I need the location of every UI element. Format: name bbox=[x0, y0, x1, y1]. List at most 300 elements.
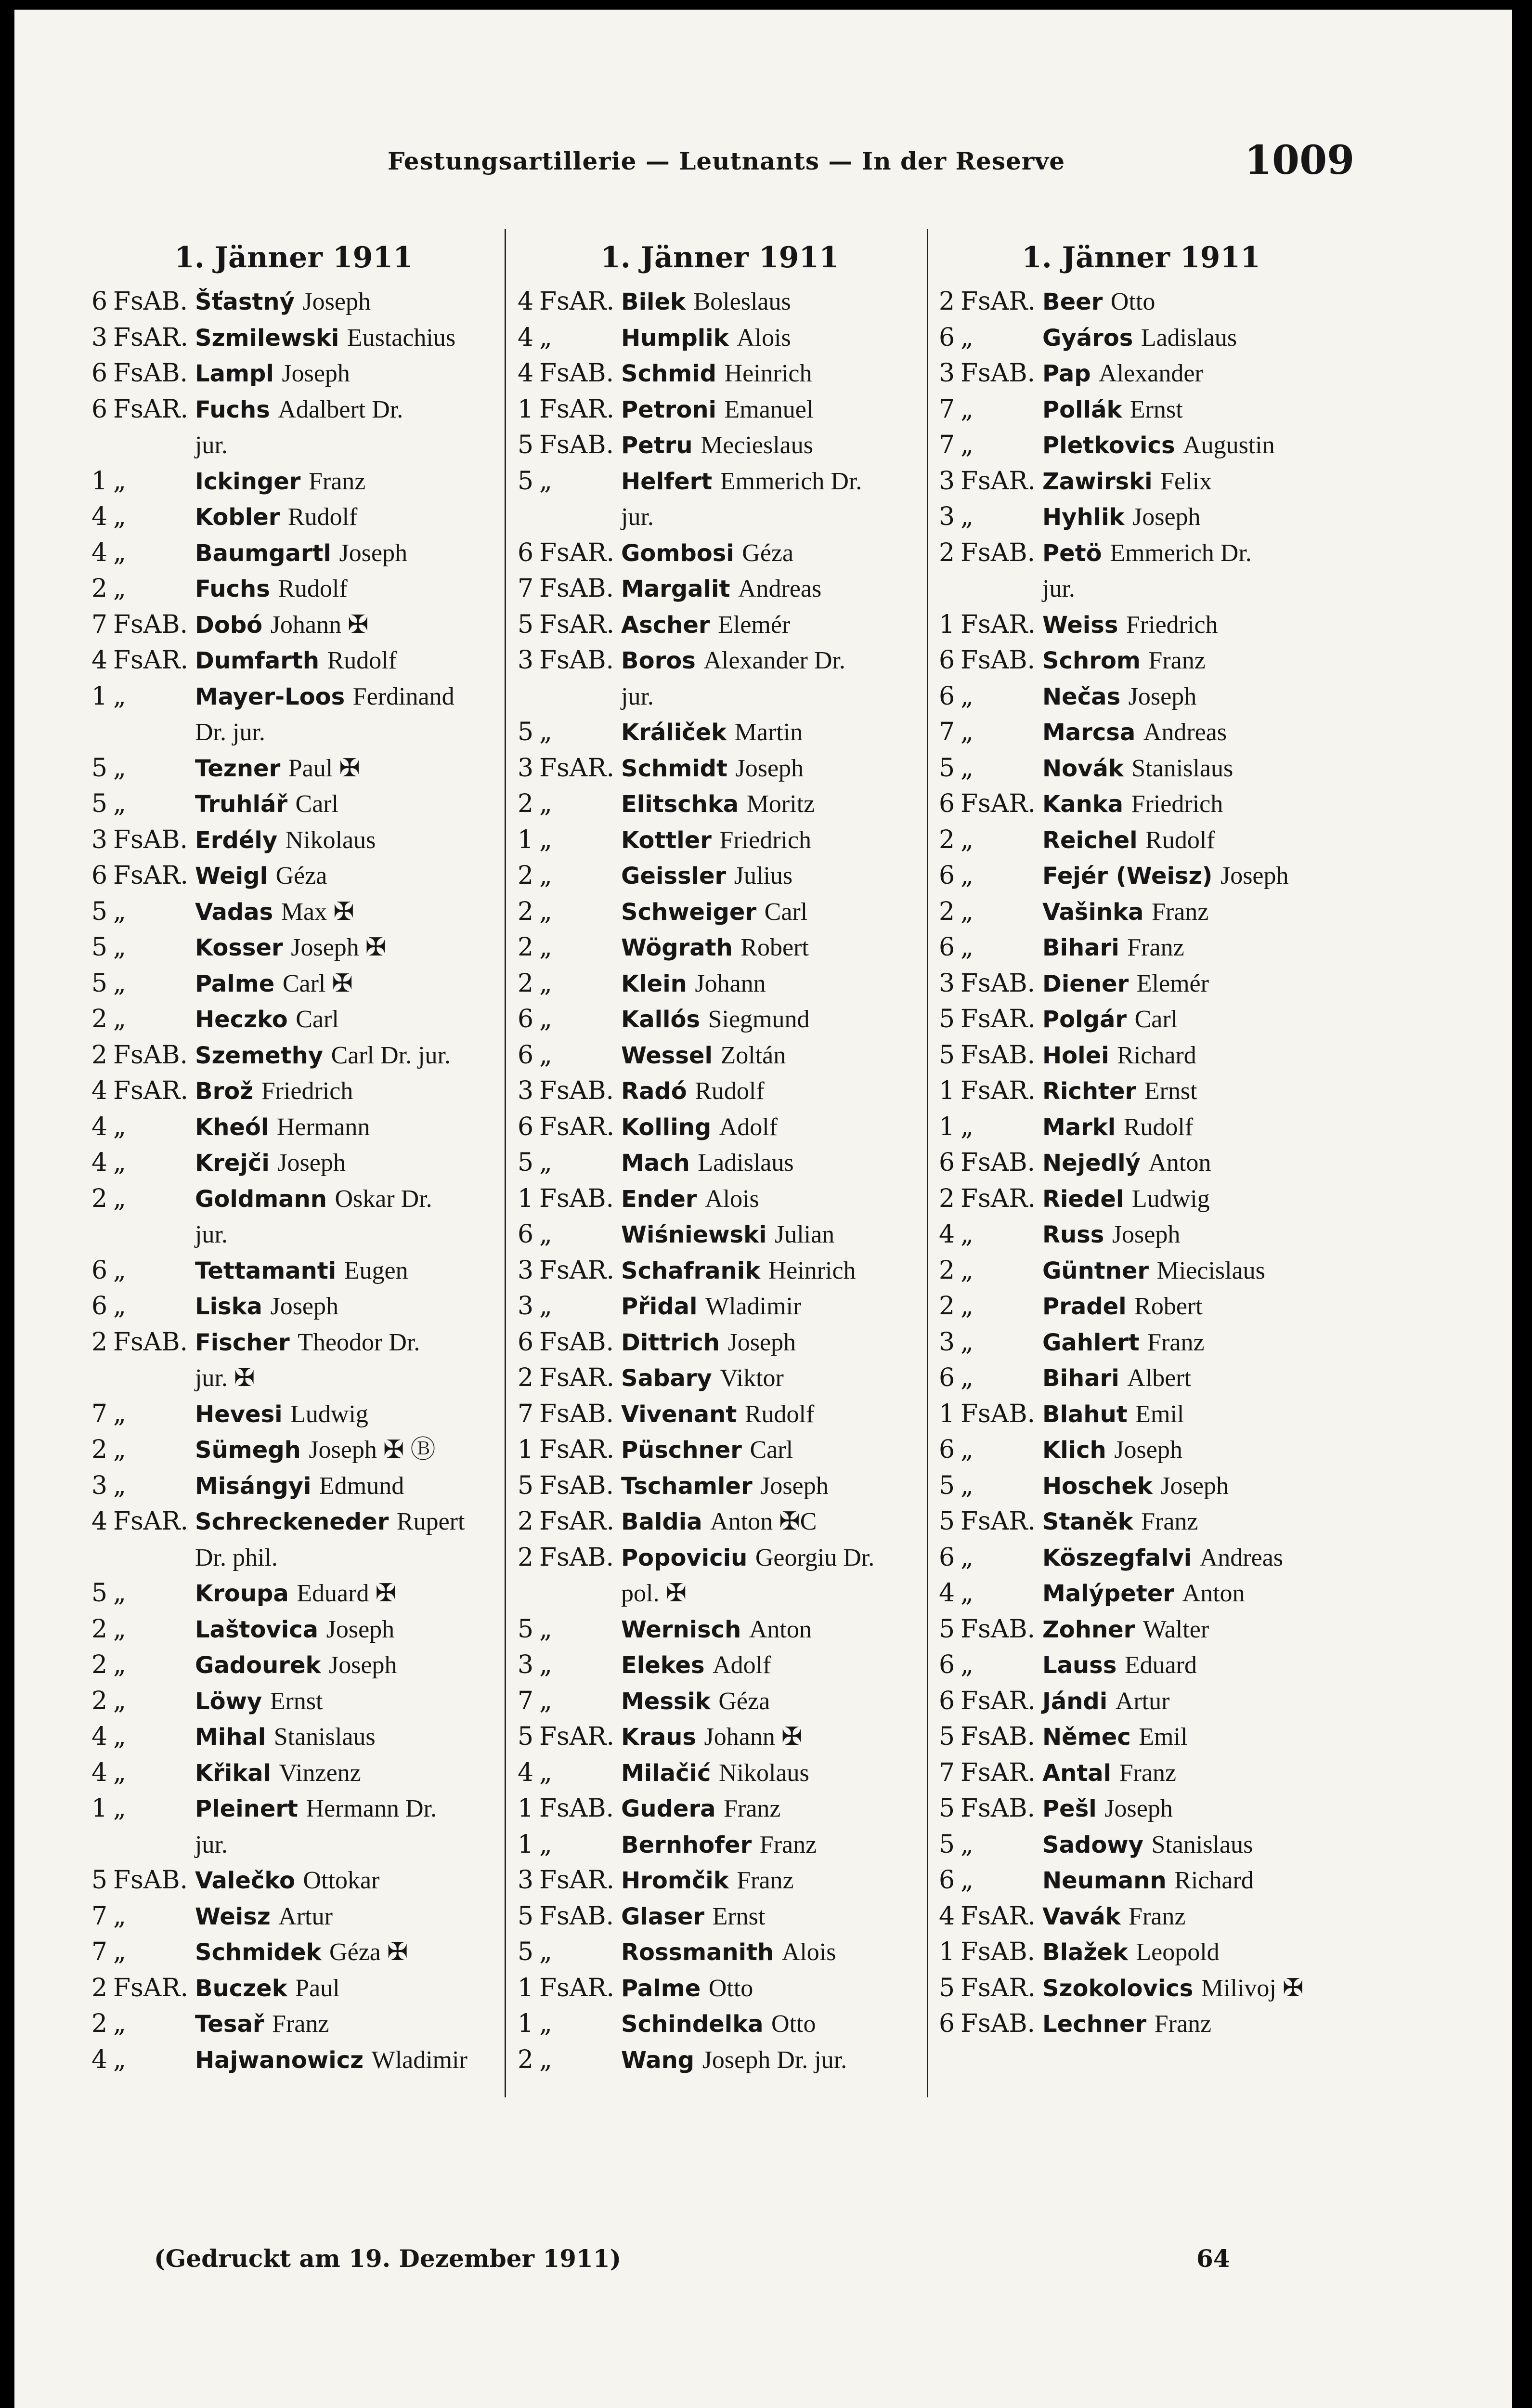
list-item bbox=[91, 571, 496, 607]
entry-unit: FsAR. bbox=[961, 1901, 1036, 1931]
list-item bbox=[91, 464, 496, 500]
sheet-number: 64 bbox=[1196, 2244, 1230, 2273]
list-item bbox=[939, 571, 1343, 607]
entry-num: 5 bbox=[518, 1614, 534, 1644]
list-item bbox=[518, 571, 922, 607]
entry-given: Anton ✠C bbox=[710, 1508, 817, 1535]
document-page bbox=[14, 10, 1512, 2408]
entry-given: Artur bbox=[278, 1902, 333, 1930]
entry-unit: FsAR. bbox=[961, 1973, 1036, 2002]
entry-num: 3 bbox=[518, 646, 534, 675]
entry-name: Margalit bbox=[621, 576, 730, 602]
entry-name: Petö bbox=[1042, 539, 1102, 567]
entry-unit: „ bbox=[113, 466, 126, 496]
entry-unit: FsAR. bbox=[113, 646, 188, 675]
entry-name: Ickinger bbox=[195, 468, 301, 495]
entry-name: Markl bbox=[1042, 1113, 1116, 1141]
entry-unit: „ bbox=[539, 861, 552, 890]
entry-unit: „ bbox=[539, 933, 552, 962]
list-item bbox=[518, 1002, 922, 1038]
entry-num: 3 bbox=[518, 1292, 534, 1321]
entry-given: Joseph bbox=[302, 288, 371, 315]
entry-name: Marcsa bbox=[1042, 719, 1136, 746]
entry-unit: FsAB. bbox=[539, 359, 614, 388]
entry-num: 7 bbox=[91, 1901, 108, 1931]
entry-unit: FsAB. bbox=[539, 1327, 614, 1357]
entry-num: 5 bbox=[939, 1471, 955, 1500]
entry-num: 3 bbox=[518, 1650, 534, 1679]
entry-given: Paul bbox=[295, 1974, 340, 2002]
list-item bbox=[939, 894, 1343, 930]
entry-name: Milačić bbox=[621, 1759, 711, 1787]
entry-given: Moritz bbox=[746, 790, 815, 818]
entry-unit: FsAR. bbox=[961, 1184, 1036, 1213]
list-item bbox=[518, 1971, 922, 2007]
entry-given: Wladimir bbox=[705, 1293, 802, 1320]
entry-num: 2 bbox=[939, 825, 955, 854]
entry-num: 6 bbox=[91, 1292, 108, 1321]
list-item bbox=[518, 1253, 922, 1289]
entry-name: Tschamler bbox=[621, 1472, 753, 1500]
entry-name: Polgár bbox=[1042, 1006, 1127, 1033]
entry-num: 4 bbox=[91, 538, 108, 567]
entry-num: 6 bbox=[518, 1005, 534, 1034]
entry-unit: FsAB. bbox=[113, 287, 188, 316]
entry-name: Mihal bbox=[195, 1724, 266, 1751]
entry-unit: „ bbox=[113, 1650, 126, 1679]
entry-num: 6 bbox=[939, 1148, 955, 1177]
entry-num: 2 bbox=[518, 1363, 534, 1392]
column-1 bbox=[91, 236, 496, 2078]
entry-unit: „ bbox=[961, 897, 974, 926]
entry-given: Siegmund bbox=[708, 1006, 810, 1033]
entry-unit: FsAR. bbox=[961, 789, 1036, 818]
entry-num: 5 bbox=[518, 1722, 534, 1751]
list-item bbox=[939, 1971, 1343, 2007]
entry-num: 2 bbox=[939, 1184, 955, 1213]
entry-unit: FsAB. bbox=[539, 1076, 614, 1105]
entry-num: 1 bbox=[939, 1399, 955, 1428]
column-divider bbox=[505, 229, 506, 2097]
entry-name: Ender bbox=[621, 1185, 697, 1213]
entry-unit: FsAR. bbox=[113, 1076, 188, 1105]
entry-given: Joseph bbox=[1160, 1472, 1229, 1500]
entry-given: Alois bbox=[781, 1938, 836, 1966]
entry-given: Wladimir bbox=[371, 2046, 467, 2074]
entry-num: 6 bbox=[518, 1220, 534, 1249]
entry-unit: FsAB. bbox=[113, 825, 188, 854]
entry-name: Heczko bbox=[195, 1006, 288, 1033]
list-item bbox=[91, 1971, 496, 2007]
entry-name: Hevesi bbox=[195, 1400, 283, 1428]
entry-unit: FsAB. bbox=[961, 1794, 1036, 1823]
entry-unit: „ bbox=[961, 394, 974, 424]
list-item bbox=[91, 1002, 496, 1038]
entry-given: Géza bbox=[275, 862, 327, 890]
entry-num: 5 bbox=[91, 753, 108, 783]
entry-unit: „ bbox=[961, 431, 974, 459]
entry-num: 3 bbox=[939, 466, 955, 496]
entry-given: Franz bbox=[1147, 1328, 1205, 1356]
entry-num: 7 bbox=[518, 1686, 534, 1715]
entry-given: Albert bbox=[1127, 1364, 1192, 1392]
list-item bbox=[518, 1110, 922, 1146]
entry-num: 5 bbox=[939, 1614, 955, 1644]
entry-unit: FsAB. bbox=[961, 1937, 1036, 1966]
entry-given: Joseph bbox=[735, 754, 804, 782]
entry-given: Julius bbox=[734, 862, 793, 890]
entry-given: Ladislaus bbox=[1141, 324, 1237, 352]
entry-num: 3 bbox=[518, 1866, 534, 1895]
entry-name: Staněk bbox=[1042, 1508, 1133, 1535]
entry-given: Emil bbox=[1139, 1723, 1188, 1751]
entry-given: Artur bbox=[1115, 1687, 1170, 1715]
entry-num: 4 bbox=[91, 646, 108, 675]
entry-num: 5 bbox=[91, 1866, 108, 1895]
entry-name: Brož bbox=[195, 1078, 254, 1105]
entry-given: Stanislaus bbox=[1131, 754, 1233, 782]
list-item bbox=[91, 930, 496, 966]
entry-num: 6 bbox=[939, 1686, 955, 1715]
list-item bbox=[91, 1110, 496, 1146]
entry-given: Adalbert Dr. bbox=[278, 395, 403, 423]
entry-name: Novák bbox=[1042, 755, 1124, 782]
entry-num: 7 bbox=[939, 431, 955, 459]
entry-num: 2 bbox=[939, 1256, 955, 1285]
entry-given: Emmerich Dr. bbox=[1110, 539, 1252, 567]
entry-given: Adolf bbox=[719, 1113, 778, 1141]
entry-unit: „ bbox=[113, 1184, 126, 1213]
entry-unit: „ bbox=[113, 933, 126, 962]
entry-unit: „ bbox=[961, 933, 974, 962]
entry-name: Kottler bbox=[621, 826, 712, 854]
entry-unit: FsAB. bbox=[113, 1327, 188, 1357]
entry-given: Eduard ✠ bbox=[297, 1580, 397, 1607]
entry-name: Nečas bbox=[1042, 683, 1121, 710]
entry-name: Lauss bbox=[1042, 1652, 1117, 1679]
list-item bbox=[939, 1755, 1343, 1792]
entry-given: Anton bbox=[749, 1615, 812, 1643]
list-item bbox=[939, 1397, 1343, 1433]
entry-num: 5 bbox=[939, 1040, 955, 1070]
entry-num: 2 bbox=[518, 968, 534, 998]
entry-unit: FsAB. bbox=[113, 610, 188, 639]
entry-given: Joseph bbox=[282, 360, 350, 387]
list-item bbox=[91, 1504, 496, 1540]
entry-given: Zoltán bbox=[720, 1041, 786, 1069]
entry-given: Rudolf bbox=[278, 575, 348, 602]
list-item bbox=[518, 464, 922, 500]
entry-num: 5 bbox=[518, 1937, 534, 1966]
entry-unit: „ bbox=[113, 1686, 126, 1715]
entry-given: Alexander Dr. bbox=[703, 647, 845, 674]
entry-unit: FsAB. bbox=[961, 1722, 1036, 1751]
entry-num: 6 bbox=[939, 789, 955, 818]
entry-name: Laštovica bbox=[195, 1616, 319, 1643]
entry-given: Theodor Dr. bbox=[298, 1328, 420, 1356]
entry-unit: „ bbox=[113, 2009, 126, 2038]
entry-num: 2 bbox=[91, 574, 108, 603]
entry-num: 1 bbox=[518, 825, 534, 854]
entry-unit: „ bbox=[961, 1543, 974, 1572]
entry-name: Wernisch bbox=[621, 1616, 741, 1643]
list-item bbox=[91, 1038, 496, 1074]
list-item bbox=[518, 1217, 922, 1253]
list-item bbox=[91, 2042, 496, 2079]
entry-name: Beer bbox=[1042, 288, 1103, 315]
entry-unit: FsAB. bbox=[539, 1184, 614, 1213]
entry-unit: „ bbox=[961, 1327, 974, 1357]
entry-given: Eduard bbox=[1124, 1651, 1197, 1679]
entry-name: Antal bbox=[1042, 1759, 1112, 1787]
entry-given: Ferdinand bbox=[352, 682, 454, 710]
entry-given: Franz bbox=[1119, 1759, 1177, 1787]
entry-given: Ludwig bbox=[290, 1400, 368, 1428]
entry-unit: FsAB. bbox=[539, 646, 614, 675]
entry-given: Géza bbox=[718, 1687, 770, 1715]
entry-unit: „ bbox=[961, 1220, 974, 1249]
entry-given: Joseph bbox=[760, 1472, 829, 1500]
entry-given: pol. ✠ bbox=[621, 1580, 687, 1607]
entry-given: Mecieslaus bbox=[701, 432, 813, 459]
list-item bbox=[939, 1325, 1343, 1361]
entry-unit: „ bbox=[539, 323, 552, 352]
entry-given: Anton bbox=[1182, 1580, 1245, 1607]
entry-num: 5 bbox=[91, 933, 108, 962]
list-item bbox=[939, 320, 1343, 356]
list-item bbox=[518, 607, 922, 643]
entry-name: Pešl bbox=[1042, 1795, 1097, 1822]
entry-name: Dumfarth bbox=[195, 647, 320, 674]
list-item bbox=[518, 679, 922, 715]
entry-name: Pollák bbox=[1042, 396, 1122, 423]
entry-unit: „ bbox=[113, 502, 126, 531]
entry-unit: „ bbox=[961, 1830, 974, 1859]
list-item bbox=[518, 1432, 922, 1468]
list-item bbox=[939, 1719, 1343, 1755]
entry-name: Ascher bbox=[621, 611, 710, 639]
entry-name: Diener bbox=[1042, 970, 1129, 997]
entry-given: Richard bbox=[1174, 1867, 1254, 1894]
entry-unit: „ bbox=[539, 825, 552, 854]
list-item bbox=[91, 894, 496, 930]
entry-given: Friedrich bbox=[1131, 790, 1223, 818]
entry-list bbox=[939, 284, 1343, 2042]
entry-num: 6 bbox=[91, 359, 108, 388]
entry-unit: FsAR. bbox=[113, 394, 188, 424]
list-item bbox=[91, 392, 496, 428]
list-item bbox=[91, 1648, 496, 1684]
entry-unit: „ bbox=[961, 1112, 974, 1141]
entry-unit: „ bbox=[539, 789, 552, 818]
entry-name: Fuchs bbox=[195, 576, 270, 602]
entry-num: 5 bbox=[939, 1794, 955, 1823]
list-item bbox=[91, 1935, 496, 1971]
entry-name: Dittrich bbox=[621, 1329, 720, 1356]
entry-given: Milivoj ✠ bbox=[1201, 1974, 1304, 2002]
entry-unit: FsAR. bbox=[539, 753, 614, 783]
entry-num: 5 bbox=[939, 753, 955, 783]
entry-given: Joseph bbox=[1112, 1221, 1181, 1248]
entry-unit: FsAR. bbox=[539, 1722, 614, 1751]
entry-given: Andreas bbox=[1143, 719, 1227, 746]
list-item bbox=[91, 1540, 496, 1576]
list-item bbox=[518, 1935, 922, 1971]
list-item bbox=[939, 1827, 1343, 1863]
entry-given: Rudolf bbox=[287, 503, 358, 531]
entry-given: Robert bbox=[1134, 1293, 1203, 1320]
entry-name: Neumann bbox=[1042, 1867, 1167, 1894]
entry-given: Emil bbox=[1135, 1400, 1184, 1428]
page-number: 1009 bbox=[1245, 137, 1355, 183]
entry-num: 2 bbox=[91, 2009, 108, 2038]
list-item bbox=[939, 356, 1343, 392]
entry-name: Gombosi bbox=[621, 539, 734, 567]
entry-num: 6 bbox=[939, 1435, 955, 1464]
entry-given: Friedrich bbox=[719, 826, 812, 854]
entry-unit: FsAB. bbox=[539, 1901, 614, 1931]
entry-unit: FsAR. bbox=[539, 1112, 614, 1141]
entry-unit: FsAR. bbox=[113, 1507, 188, 1536]
entry-unit: „ bbox=[961, 1363, 974, 1392]
entry-name: Truhlář bbox=[195, 791, 287, 818]
entry-unit: „ bbox=[113, 1722, 126, 1751]
entry-unit: FsAB. bbox=[113, 1866, 188, 1895]
list-item bbox=[518, 1576, 922, 1612]
entry-unit: „ bbox=[113, 753, 126, 783]
entry-num: 4 bbox=[91, 1148, 108, 1177]
entry-name: Sümegh bbox=[195, 1437, 301, 1464]
entry-given: Anton bbox=[1148, 1149, 1211, 1177]
entry-name: Schweiger bbox=[621, 898, 757, 926]
entry-name: Dobó bbox=[195, 611, 263, 639]
entry-unit: „ bbox=[961, 1435, 974, 1464]
entry-unit: „ bbox=[539, 718, 552, 746]
list-item bbox=[518, 1719, 922, 1755]
entry-num: 2 bbox=[91, 1327, 108, 1357]
list-item bbox=[91, 679, 496, 715]
entry-name: Humplik bbox=[621, 324, 729, 352]
list-item bbox=[939, 1540, 1343, 1576]
entry-unit: „ bbox=[113, 1148, 126, 1177]
list-item bbox=[518, 1504, 922, 1540]
entry-num: 7 bbox=[939, 394, 955, 424]
entry-unit: „ bbox=[539, 897, 552, 926]
page-header bbox=[14, 137, 1512, 195]
entry-given: Franz bbox=[1151, 898, 1209, 926]
list-item bbox=[91, 786, 496, 823]
list-item bbox=[939, 464, 1343, 500]
entry-given: Stanislaus bbox=[273, 1723, 376, 1751]
entry-name: Elekes bbox=[621, 1652, 705, 1679]
entry-num: 6 bbox=[939, 861, 955, 890]
entry-unit: FsAB. bbox=[961, 538, 1036, 567]
entry-unit: „ bbox=[113, 1794, 126, 1823]
column-3 bbox=[939, 236, 1343, 2042]
entry-unit: „ bbox=[113, 1758, 126, 1787]
entry-name: Gadourek bbox=[195, 1652, 321, 1679]
entry-num: 3 bbox=[939, 968, 955, 998]
entry-unit: FsAR. bbox=[539, 1363, 614, 1392]
entry-num: 6 bbox=[518, 1112, 534, 1141]
entry-given: Rudolf bbox=[327, 647, 397, 674]
entry-num: 4 bbox=[91, 1507, 108, 1536]
entry-name: Weigl bbox=[195, 863, 268, 890]
entry-name: Szokolovics bbox=[1042, 1975, 1194, 2002]
entry-unit: „ bbox=[113, 1112, 126, 1141]
entry-name: Tettamanti bbox=[195, 1257, 337, 1284]
entry-given: Elemér bbox=[1136, 969, 1209, 997]
list-item bbox=[939, 536, 1343, 572]
entry-name: Sabary bbox=[621, 1365, 712, 1392]
entry-name: Blahut bbox=[1042, 1400, 1128, 1428]
list-item bbox=[518, 1755, 922, 1792]
entry-name: Goldmann bbox=[195, 1185, 327, 1213]
entry-given: Alexander bbox=[1099, 360, 1203, 387]
entry-given: jur. bbox=[195, 1831, 228, 1858]
entry-name: Messik bbox=[621, 1688, 711, 1715]
entry-unit: „ bbox=[961, 825, 974, 854]
entry-unit: „ bbox=[961, 1650, 974, 1679]
entry-name: Petroni bbox=[621, 396, 716, 423]
entry-given: Joseph bbox=[339, 539, 408, 567]
entry-given: Vinzenz bbox=[279, 1759, 361, 1787]
entry-given: Georgiu Dr. bbox=[755, 1544, 875, 1571]
entry-name: Gahlert bbox=[1042, 1329, 1140, 1356]
entry-unit: FsAR. bbox=[539, 394, 614, 424]
entry-num: 4 bbox=[91, 1722, 108, 1751]
entry-name: Vašinka bbox=[1042, 898, 1144, 926]
entry-name: Weiss bbox=[1042, 611, 1118, 639]
entry-unit: „ bbox=[113, 1005, 126, 1034]
entry-given: Ladislaus bbox=[698, 1149, 794, 1177]
entry-num: 5 bbox=[939, 1722, 955, 1751]
entry-given: Joseph bbox=[1104, 1795, 1173, 1822]
entry-given: Boleslaus bbox=[693, 288, 791, 315]
entry-num: 4 bbox=[91, 1076, 108, 1105]
entry-unit: „ bbox=[539, 1758, 552, 1787]
list-item bbox=[91, 1827, 496, 1863]
entry-given: Franz bbox=[1141, 1508, 1198, 1535]
list-item bbox=[91, 1181, 496, 1217]
entry-given: Stanislaus bbox=[1151, 1831, 1253, 1858]
entry-num: 6 bbox=[939, 646, 955, 675]
entry-unit: „ bbox=[539, 1686, 552, 1715]
entry-name: Kobler bbox=[195, 504, 280, 531]
list-item bbox=[518, 1791, 922, 1827]
list-item bbox=[939, 284, 1343, 320]
entry-given: Ottokar bbox=[303, 1867, 380, 1894]
entry-unit: „ bbox=[539, 1220, 552, 1249]
entry-unit: „ bbox=[539, 1292, 552, 1321]
entry-num: 4 bbox=[939, 1220, 955, 1249]
entry-unit: „ bbox=[961, 502, 974, 531]
entry-num: 1 bbox=[518, 1435, 534, 1464]
list-item bbox=[518, 1468, 922, 1505]
entry-unit: „ bbox=[961, 861, 974, 890]
list-item bbox=[939, 858, 1343, 894]
entry-num: 7 bbox=[939, 718, 955, 746]
entry-unit: „ bbox=[961, 323, 974, 352]
entry-unit: „ bbox=[113, 1292, 126, 1321]
entry-name: Sadowy bbox=[1042, 1831, 1143, 1858]
entry-given: Joseph ✠ bbox=[291, 934, 387, 961]
entry-num: 7 bbox=[91, 1399, 108, 1428]
entry-unit: „ bbox=[113, 1256, 126, 1285]
entry-name: Baldia bbox=[621, 1508, 702, 1535]
entry-given: Emmerich Dr. bbox=[720, 467, 862, 495]
entry-name: Bihari bbox=[1042, 934, 1119, 961]
